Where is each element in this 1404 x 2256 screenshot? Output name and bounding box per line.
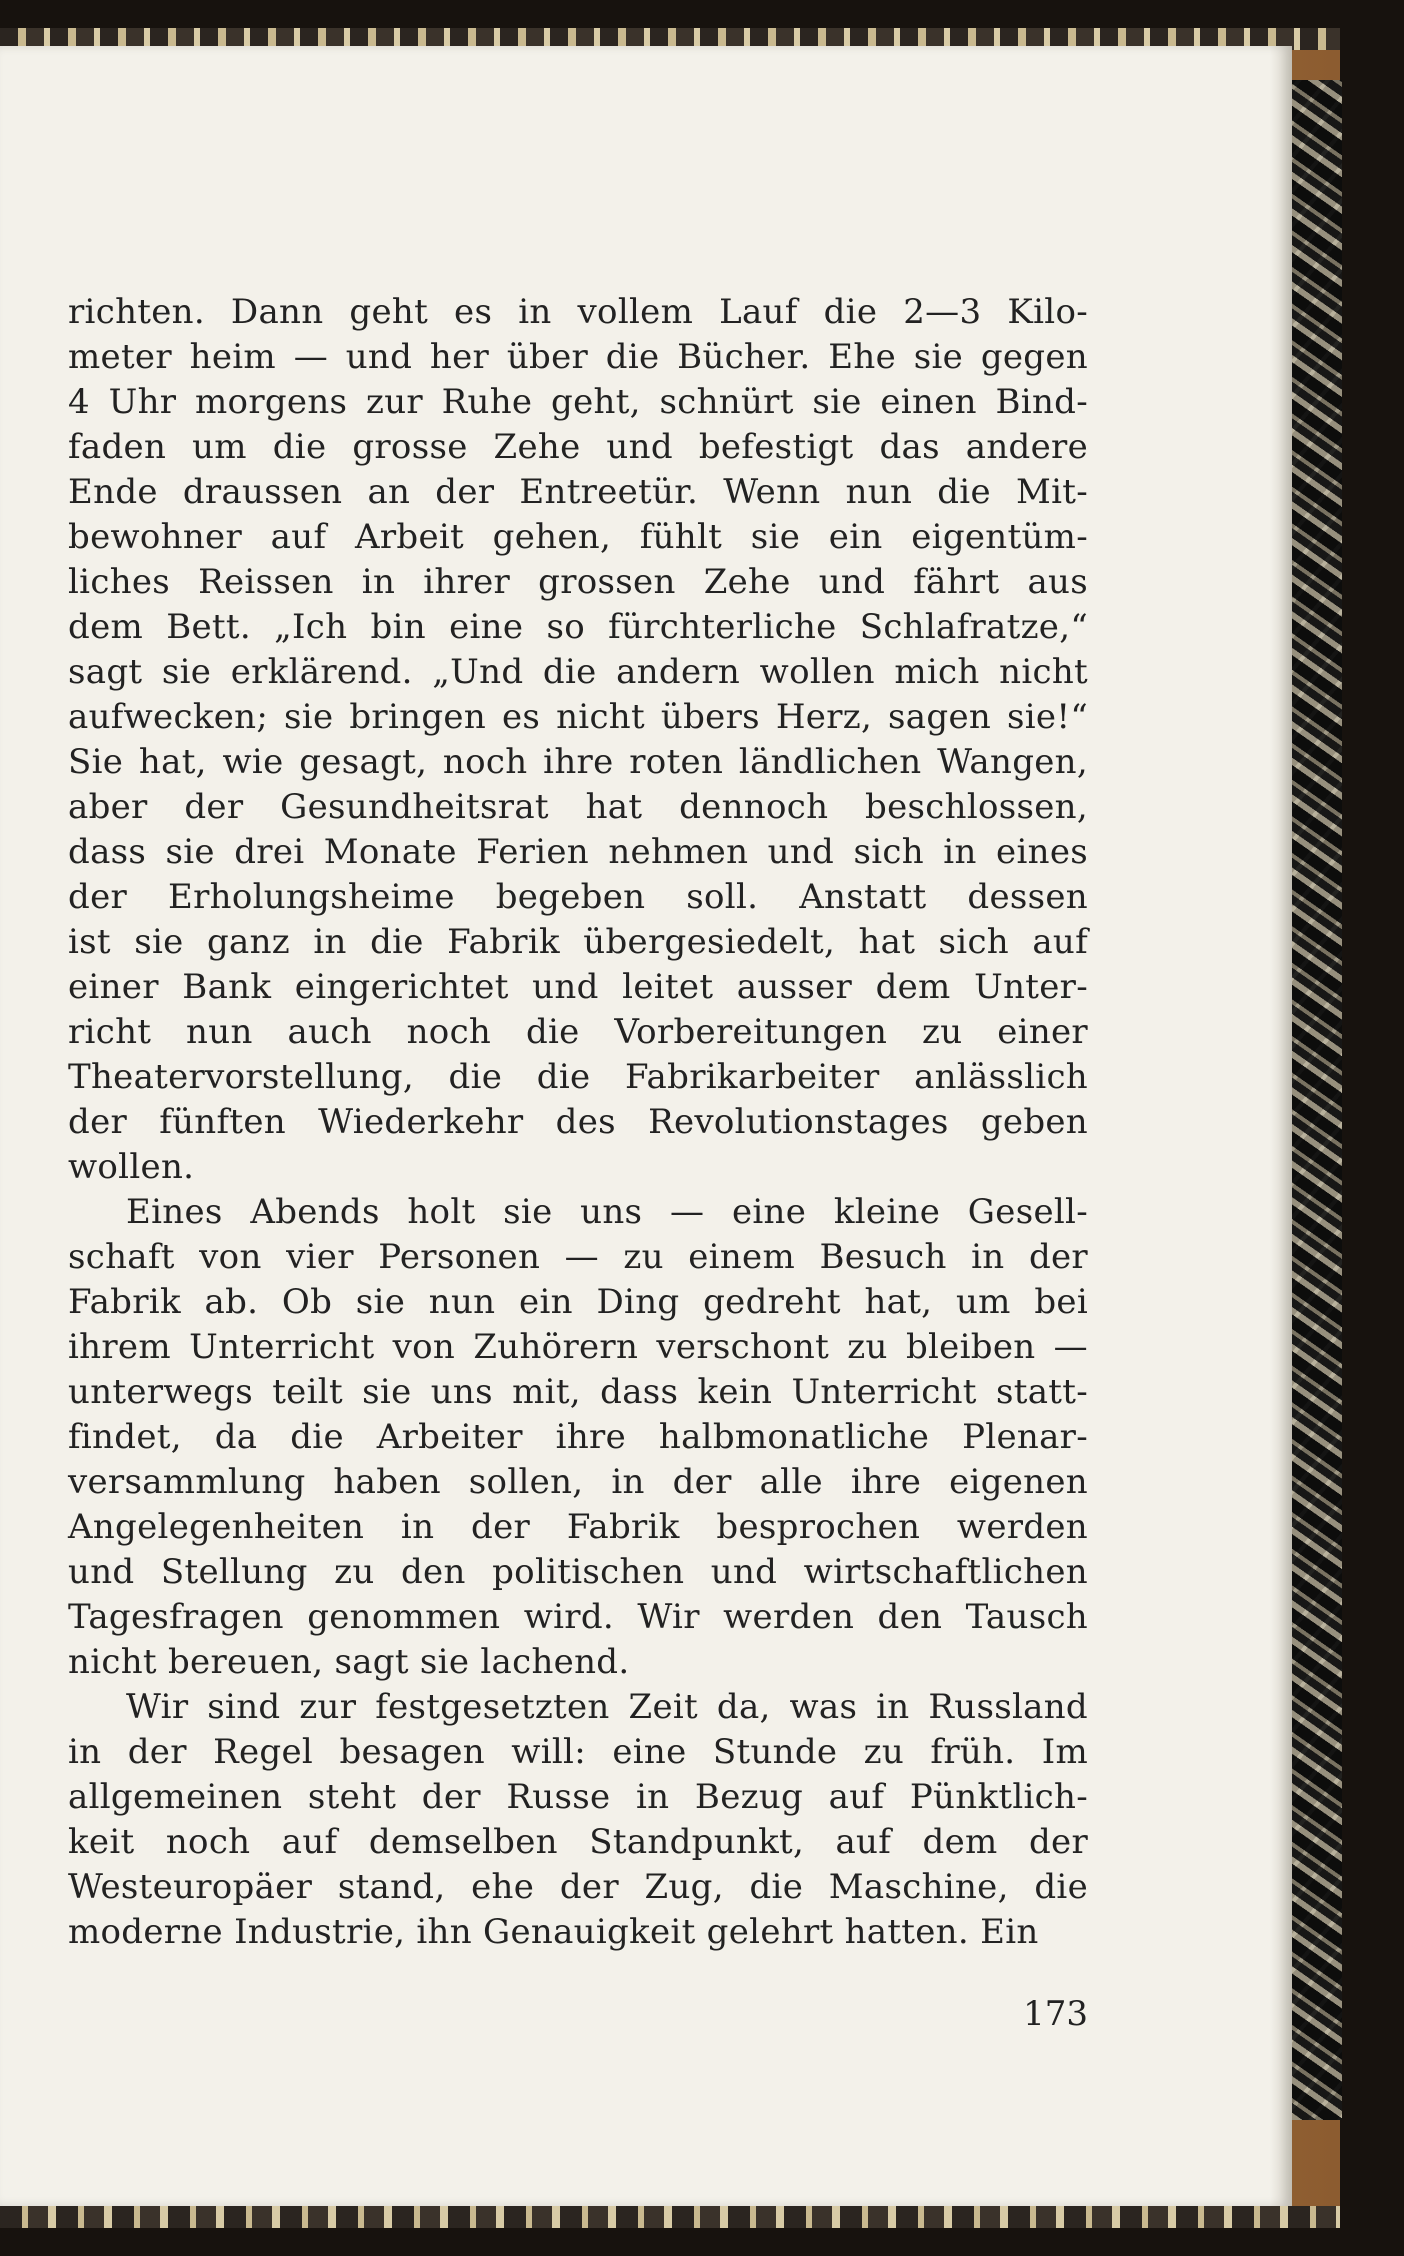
body-text bbox=[68, 290, 1088, 1955]
text-line: Westeuropäer stand, ehe der Zug, die Maschine, die bbox=[68, 1867, 1088, 1907]
text-line: richt nun auch noch die Vorbereitungen zu einer bbox=[68, 1012, 1088, 1052]
text-line: der fünften Wiederkehr des Revolutionstages geben bbox=[68, 1102, 1088, 1142]
page-edge-bottom bbox=[0, 2206, 1340, 2228]
text-line: moderne Industrie, ihn Genauigkeit gelehrt hatten. Ein bbox=[68, 1912, 1039, 1952]
text-line: Ende draussen an der Entreetür. Wenn nun die Mit- bbox=[68, 472, 1088, 512]
text-line: der Erholungsheime begeben soll. Anstatt dessen bbox=[68, 877, 1088, 917]
text-line: keit noch auf demselben Standpunkt, auf dem der bbox=[68, 1822, 1088, 1862]
text-line: unterwegs teilt sie uns mit, dass kein Unterricht statt- bbox=[68, 1372, 1088, 1412]
text-line: Tagesfragen genommen wird. Wir werden den Tausch bbox=[68, 1597, 1088, 1637]
text-line: dem Bett. „Ich bin eine so fürchterliche Schlafratze,“ bbox=[68, 607, 1088, 647]
text-line: in der Regel besagen will: eine Stunde zu früh. Im bbox=[68, 1732, 1088, 1772]
text-line: Angelegenheiten in der Fabrik besprochen werden bbox=[68, 1507, 1088, 1547]
text-line: liches Reissen in ihrer grossen Zehe und fährt aus bbox=[68, 562, 1088, 602]
text-line: Fabrik ab. Ob sie nun ein Ding gedreht hat, um bei bbox=[68, 1282, 1088, 1322]
text-line: schaft von vier Personen — zu einem Besuch in der bbox=[68, 1237, 1088, 1277]
text-line: Wir sind zur festgesetzten Zeit da, was in Russland bbox=[126, 1687, 1088, 1727]
text-line: nicht bereuen, sagt sie lachend. bbox=[68, 1642, 630, 1682]
text-line: und Stellung zu den politischen und wirtschaftlichen bbox=[68, 1552, 1088, 1592]
page-gutter-shadow bbox=[1270, 46, 1292, 2206]
text-line: sagt sie erklärend. „Und die andern wollen mich nicht bbox=[68, 652, 1088, 692]
text-line: dass sie drei Monate Ferien nehmen und sich in eines bbox=[68, 832, 1088, 872]
text-line: allgemeinen steht der Russe in Bezug auf Pünktlich- bbox=[68, 1777, 1088, 1817]
text-line: ihrem Unterricht von Zuhörern verschont zu bleiben — bbox=[68, 1327, 1088, 1367]
book-page bbox=[0, 46, 1292, 2206]
marbled-edge bbox=[1292, 80, 1342, 2120]
text-line: bewohner auf Arbeit gehen, fühlt sie ein eigentüm- bbox=[68, 517, 1088, 557]
text-line: aufwecken; sie bringen es nicht übers Herz, sagen sie!“ bbox=[68, 697, 1088, 737]
text-line: Eines Abends holt sie uns — eine kleine Gesell- bbox=[126, 1192, 1088, 1232]
text-line: richten. Dann geht es in vollem Lauf die 2—3 Kilo- bbox=[68, 292, 1088, 332]
text-line: meter heim — und her über die Bücher. Ehe sie gegen bbox=[68, 337, 1088, 377]
text-line: Theatervorstellung, die die Fabrikarbeiter anlässlich bbox=[68, 1057, 1088, 1097]
text-line: wollen. bbox=[68, 1147, 195, 1187]
text-line: 4 Uhr morgens zur Ruhe geht, schnürt sie einen Bind- bbox=[68, 382, 1088, 422]
page-number: 173 bbox=[1023, 1994, 1088, 2034]
text-line: einer Bank eingerichtet und leitet ausser dem Unter- bbox=[68, 967, 1088, 1007]
text-line: aber der Gesundheitsrat hat dennoch beschlossen, bbox=[68, 787, 1088, 827]
text-line: findet, da die Arbeiter ihre halbmonatliche Plenar- bbox=[68, 1417, 1088, 1457]
text-line: ist sie ganz in die Fabrik übergesiedelt, hat sich auf bbox=[68, 922, 1088, 962]
text-line: Sie hat, wie gesagt, noch ihre roten ländlichen Wangen, bbox=[68, 742, 1088, 782]
text-line: versammlung haben sollen, in der alle ihre eigenen bbox=[68, 1462, 1088, 1502]
text-line: faden um die grosse Zehe und befestigt das andere bbox=[68, 427, 1088, 467]
